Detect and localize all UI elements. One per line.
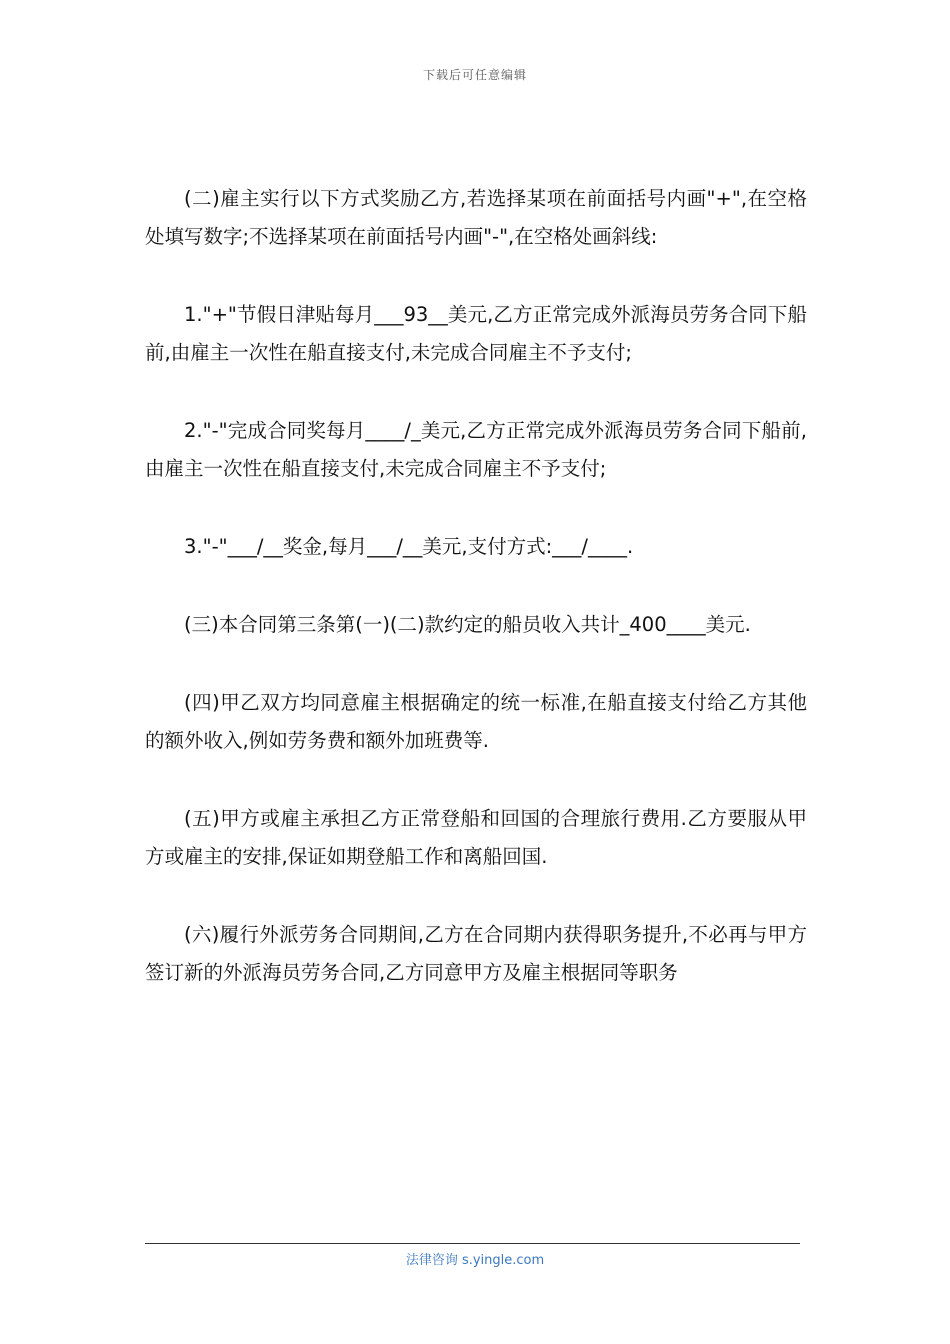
footer-divider	[145, 1243, 800, 1244]
paragraph-total-income: (三)本合同第三条第(一)(二)款约定的船员收入共计_400____美元.	[184, 613, 751, 636]
document-body	[145, 180, 807, 1032]
paragraph-completion-bonus: 2."-"完成合同奖每月____/_美元,乙方正常完成外派海员劳务合同下船前,由雇主一次性在船直接支付,未完成合同雇主不予支付;	[145, 419, 807, 480]
paragraph-reward-methods: (二)雇主实行以下方式奖励乙方,若选择某项在前面括号内画"+",在空格处填写数字;不选择某项在前面括号内画"-",在空格处画斜线:	[145, 187, 807, 248]
paragraph-other-bonus: 3."-"___/__奖金,每月___/__美元,支付方式:___/____.	[184, 535, 634, 558]
paragraph-holiday-allowance: 1."+"节假日津贴每月___93__美元,乙方正常完成外派海员劳务合同下船前,由雇主一次性在船直接支付,未完成合同雇主不予支付;	[145, 303, 807, 364]
page-header: 下载后可任意编辑	[422, 68, 527, 82]
footer-link[interactable]: 法律咨询 s.yingle.com	[405, 1253, 545, 1268]
paragraph-extra-income: (四)甲乙双方均同意雇主根据确定的统一标准,在船直接支付给乙方其他的额外收入,例如劳务费和额外加班费等.	[145, 691, 807, 752]
paragraph-travel-expenses: (五)甲方或雇主承担乙方正常登船和回国的合理旅行费用.乙方要服从甲方或雇主的安排,保证如期登船工作和离船回国.	[145, 807, 807, 868]
paragraph-promotion: (六)履行外派劳务合同期间,乙方在合同期内获得职务提升,不必再与甲方签订新的外派海员劳务合同,乙方同意甲方及雇主根据同等职务	[145, 923, 807, 984]
